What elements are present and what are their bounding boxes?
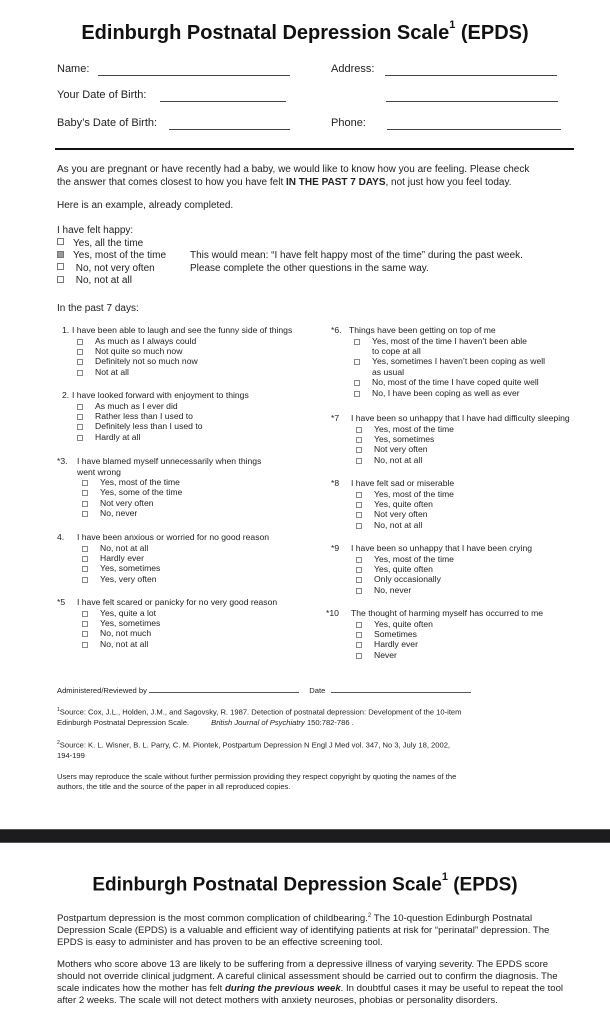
reproduce-line-2: authors, the title and the source of the paper in all reproduced copies.: [57, 782, 291, 791]
para-text: Mothers who score above 13 are likely to be suffering from a depressive illness of varying severity. The EPDS score should not override clinical judgment. A careful clinical assessment should be carried out to confirm the diagnosis. The scale indicates how the mother has felt: [57, 959, 558, 994]
checkbox-icon[interactable]: [356, 622, 362, 628]
past-7-days-label: In the past 7 days:: [57, 303, 139, 314]
answer-option[interactable]: [62, 367, 292, 377]
question-label: The thought of harming myself has occurred to me: [351, 608, 544, 618]
checkbox-icon[interactable]: [356, 567, 362, 573]
option-label: No, never: [100, 508, 138, 519]
page-2-title: [0, 871, 610, 896]
example-option[interactable]: [57, 238, 166, 251]
checkbox-icon[interactable]: [77, 424, 83, 430]
checkbox-icon[interactable]: [82, 501, 88, 507]
option-label: No, I have been coping as well as ever: [372, 387, 520, 398]
phone-field[interactable]: [387, 129, 561, 130]
checkbox-icon[interactable]: [354, 391, 360, 397]
description-paragraph-1: [57, 910, 577, 949]
answer-option[interactable]: [57, 553, 269, 563]
option-label: Yes, quite often: [374, 618, 433, 629]
dob-label: Your Date of Birth:: [57, 89, 147, 101]
option-label: Yes, most of the time: [374, 423, 454, 434]
answer-option[interactable]: [57, 563, 269, 573]
question-text: [62, 325, 292, 336]
answer-option[interactable]: [326, 629, 543, 639]
checkbox-icon[interactable]: [82, 577, 88, 583]
checkbox-icon[interactable]: [354, 339, 360, 345]
question-1: [62, 325, 292, 377]
administered-field[interactable]: [149, 692, 299, 693]
option-label: Not very often: [100, 497, 154, 508]
question-text: [57, 597, 277, 608]
answer-option[interactable]: [57, 628, 277, 638]
checkbox-icon[interactable]: [82, 556, 88, 562]
example-option[interactable]: [57, 263, 166, 276]
checkbox-icon[interactable]: [77, 359, 83, 365]
question-number: 2.: [62, 390, 70, 400]
option-label: Sometimes: [374, 628, 417, 639]
answer-option[interactable]: [331, 554, 532, 564]
question-4: [57, 532, 269, 584]
answer-option[interactable]: [57, 639, 277, 649]
question-9: [331, 543, 532, 595]
option-label: No, never: [374, 584, 412, 595]
question-number: *8: [331, 478, 340, 488]
option-label: No, not at all: [374, 519, 423, 530]
answer-option[interactable]: [326, 639, 543, 649]
example-note-1: This would mean: “I have felt happy most of the time” during the past week.: [190, 250, 523, 261]
page-separator: [0, 829, 610, 843]
example-question: [57, 225, 166, 288]
question-7: [331, 413, 570, 465]
page-title: [0, 19, 610, 45]
checkbox-icon[interactable]: [82, 631, 88, 637]
date-field[interactable]: [331, 692, 471, 693]
phone-label: Phone:: [331, 117, 366, 129]
question-number: *10: [326, 608, 339, 618]
address-field-1[interactable]: [385, 75, 557, 76]
option-label: Yes, sometimes: [100, 563, 161, 574]
title-text: Edinburgh Postnatal Depression Scale: [81, 22, 450, 44]
answer-option[interactable]: [62, 356, 292, 366]
journal-ref: 150:782-786 .: [304, 717, 354, 727]
answer-option[interactable]: [331, 520, 454, 530]
description-paragraph-2: [57, 959, 577, 1007]
journal-name: British Journal of Psychiatry: [211, 717, 305, 727]
question-text: [331, 413, 570, 424]
reproduce-line-1: Users may reproduce the scale without further permission providing they respect copyright by quoting the names of the: [57, 772, 457, 781]
option-label: Yes, most of the time: [73, 250, 167, 261]
question-number: *3.: [57, 456, 68, 466]
answer-option[interactable]: [331, 356, 545, 377]
question-text: [326, 608, 543, 619]
option-label: Definitely not so much now: [95, 356, 198, 367]
checkbox-icon[interactable]: [356, 632, 362, 638]
option-label: Not very often: [374, 509, 428, 520]
intro-emphasis: IN THE PAST 7 DAYS: [286, 176, 386, 188]
checkbox-icon[interactable]: [356, 512, 362, 518]
option-label: Yes, some of the time: [100, 487, 183, 498]
option-label: Hardly at all: [95, 431, 141, 442]
question-number: *5: [57, 597, 66, 607]
option-label: Hardly ever: [100, 552, 144, 563]
example-note-2: Please complete the other questions in the same way.: [190, 263, 429, 274]
baby-dob-field[interactable]: [169, 129, 290, 130]
answer-option[interactable]: [62, 432, 249, 442]
checkbox-icon[interactable]: [356, 588, 362, 594]
source-1-text-2: Edinburgh Postnatal Depression Scale.: [57, 717, 190, 727]
option-label: As much as I ever did: [95, 400, 178, 411]
checkbox-icon[interactable]: [77, 414, 83, 420]
question-label: I have been anxious or worried for no good reason: [77, 532, 270, 542]
question-label: I have been so unhappy that I have had difficulty sleeping: [351, 413, 570, 423]
example-intro: Here is an example, already completed.: [57, 200, 234, 211]
answer-option[interactable]: [57, 498, 261, 508]
question-5: [57, 597, 277, 649]
answer-option[interactable]: [57, 543, 269, 553]
question-label: I have felt sad or miserable: [351, 478, 455, 488]
question-text: [331, 478, 454, 489]
divider: [55, 148, 574, 150]
question-number: *9: [331, 543, 340, 553]
question-text: [57, 456, 261, 467]
option-label: No, not at all: [100, 542, 149, 553]
name-field[interactable]: [98, 75, 290, 76]
option-label: No, not at all: [73, 275, 132, 286]
address-label: Address:: [331, 63, 375, 75]
option-label: Yes, most of the time: [374, 553, 454, 564]
answer-option[interactable]: [57, 608, 277, 618]
option-label: Not quite so much now: [95, 345, 183, 356]
option-label: Yes, most of the time: [100, 477, 180, 487]
checkbox-icon[interactable]: [356, 427, 362, 433]
question-2: [62, 390, 249, 442]
checkbox-icon[interactable]: [57, 276, 64, 283]
option-label: No, not very often: [73, 262, 155, 274]
checkbox-icon[interactable]: [356, 437, 362, 443]
source-2-text: Source: K. L. Wisner, B. L. Parry, C. M. Piontek, Postpartum Depression N Engl J Med vol. 347, No 3, July 18, 2002,: [59, 740, 451, 750]
answer-option[interactable]: [331, 444, 570, 454]
source-1: [57, 705, 461, 728]
example-option[interactable]: [57, 275, 166, 288]
source-1-text: Source: Cox, J.L., Holden, J.M., and Sagovsky, R. 1987. Detection of postnatal depression: Development of the 10-item: [59, 707, 462, 717]
question-label: I have looked forward with enjoyment to things: [72, 390, 249, 400]
checkbox-icon[interactable]: [82, 511, 88, 517]
baby-dob-label: Baby’s Date of Birth:: [57, 117, 158, 129]
footnote-marker: 1: [57, 707, 60, 713]
question-8: [331, 478, 454, 530]
answer-option[interactable]: [331, 585, 532, 595]
date-label: Date: [309, 686, 326, 695]
checkbox-icon[interactable]: [356, 458, 362, 464]
option-label: Only occasionally: [374, 574, 441, 585]
para-text: Postpartum depression is the most common complication of childbearing.: [57, 913, 368, 925]
option-label: As much as I always could: [95, 335, 197, 346]
option-label: Yes, most of the time I haven’t been able: [372, 335, 527, 346]
answer-option[interactable]: [331, 499, 454, 509]
intro-text-end: , not just how you feel today.: [385, 176, 512, 188]
intro-text: the answer that comes closest to how you have felt: [57, 176, 287, 188]
question-label: I have blamed myself unnecessarily when things: [77, 456, 262, 466]
name-label: Name:: [57, 63, 90, 75]
checkbox-checked-icon[interactable]: [57, 251, 64, 258]
intro-line-1: As you are pregnant or have recently had a baby, we would like to know how you are feeling. Please check: [57, 164, 530, 175]
checkbox-icon[interactable]: [82, 546, 88, 552]
answer-option[interactable]: [326, 619, 543, 629]
signature-row: [57, 686, 471, 696]
checkbox-icon[interactable]: [82, 490, 88, 496]
answer-option[interactable]: [57, 508, 261, 518]
option-label: Not very often: [374, 444, 428, 455]
question-6: [331, 325, 545, 398]
question-number: 4.: [57, 532, 65, 542]
administered-label: Administered/Reviewed by: [57, 686, 147, 695]
checkbox-icon[interactable]: [57, 238, 64, 245]
checkbox-icon[interactable]: [356, 577, 362, 583]
answer-option[interactable]: [331, 377, 545, 387]
option-label: No, not at all: [374, 454, 423, 465]
answer-option[interactable]: [57, 487, 261, 497]
checkbox-icon[interactable]: [77, 339, 83, 345]
answer-option[interactable]: [331, 434, 570, 444]
answer-option[interactable]: [331, 455, 570, 465]
footnote-marker: 2: [367, 913, 372, 919]
answer-option[interactable]: [331, 564, 532, 574]
title-footnote: 1: [441, 871, 448, 883]
checkbox-icon[interactable]: [77, 370, 83, 376]
option-label: Not at all: [95, 366, 129, 377]
option-label: Yes, quite a lot: [100, 607, 157, 618]
checkbox-icon[interactable]: [82, 611, 88, 617]
option-label: Hardly ever: [374, 639, 418, 650]
address-field-2[interactable]: [386, 101, 558, 102]
question-text: [331, 325, 545, 336]
checkbox-icon[interactable]: [82, 480, 88, 486]
question-number: 1.: [62, 325, 70, 335]
option-label: Yes, very often: [100, 573, 157, 584]
option-label: No, not much: [100, 628, 152, 639]
option-label: Rather less than I used to: [95, 410, 193, 421]
checkbox-icon[interactable]: [356, 502, 362, 508]
option-label: Yes, quite often: [374, 563, 433, 574]
checkbox-icon[interactable]: [356, 653, 362, 659]
checkbox-icon[interactable]: [82, 566, 88, 572]
example-question-text: I have felt happy:: [57, 225, 134, 236]
source-2: [57, 738, 450, 761]
question-number: *6.: [331, 325, 342, 335]
dob-field[interactable]: [160, 101, 286, 102]
title-suffix: (EPDS): [447, 874, 518, 896]
answer-option[interactable]: [57, 618, 277, 628]
question-number: *7: [331, 413, 340, 423]
checkbox-icon[interactable]: [356, 523, 362, 529]
answer-option[interactable]: [62, 401, 249, 411]
intro-line-2: [57, 177, 529, 190]
option-label-cont: as usual: [372, 366, 405, 377]
footnote-marker: 2: [57, 740, 60, 746]
question-label: I have been so unhappy that I have been crying: [351, 543, 533, 553]
checkbox-icon[interactable]: [356, 642, 362, 648]
answer-option[interactable]: [331, 509, 454, 519]
question-label-cont: went wrong: [77, 466, 121, 477]
question-10: [326, 608, 543, 660]
question-text: [57, 532, 269, 543]
question-label: I have been able to laugh and see the funny side of things: [72, 325, 293, 335]
checkbox-icon[interactable]: [57, 263, 64, 270]
example-option[interactable]: [57, 250, 166, 263]
option-label: Yes, sometimes: [100, 617, 161, 628]
answer-option[interactable]: [57, 574, 269, 584]
answer-option[interactable]: [62, 411, 249, 421]
answer-option[interactable]: [331, 336, 545, 357]
option-label: Definitely less than I used to: [95, 421, 203, 432]
checkbox-icon[interactable]: [77, 435, 83, 441]
checkbox-icon[interactable]: [77, 404, 83, 410]
option-label: Yes, sometimes: [374, 433, 435, 444]
title-footnote: 1: [449, 19, 456, 32]
para-text: The 10-question Edinburgh Postnatal Depression Scale (EPDS) is a valuable and efficient way of identifying patients at risk for “perinatal” depression. The EPDS is easy to administer and has proven to be an effective screening tool.: [57, 913, 550, 949]
answer-option[interactable]: [331, 388, 545, 398]
para-text: . In doubtful cases it may be useful to repeat the tool after 2 weeks. The scale will not detect mothers with anxiety neuroses, phobias or personality disorders.: [57, 983, 564, 1006]
option-label: Yes, quite often: [374, 498, 433, 509]
reproduce-notice: [57, 772, 456, 792]
answer-option[interactable]: [57, 477, 261, 487]
option-label: No, most of the time I have coped quite well: [372, 377, 539, 388]
question-3: [57, 456, 261, 519]
option-label-cont: to cope at all: [372, 345, 421, 356]
checkbox-icon[interactable]: [356, 557, 362, 563]
answer-option[interactable]: [331, 424, 570, 434]
option-label: Yes, sometimes I haven’t been coping as well: [372, 356, 546, 367]
answer-option[interactable]: [62, 336, 292, 346]
question-text: [331, 543, 532, 554]
option-label: Yes, all the time: [73, 237, 144, 249]
checkbox-icon[interactable]: [82, 621, 88, 627]
title-suffix: (EPDS): [455, 22, 529, 44]
answer-option[interactable]: [62, 346, 292, 356]
checkbox-icon[interactable]: [354, 359, 360, 365]
checkbox-icon[interactable]: [77, 349, 83, 355]
answer-option[interactable]: [326, 650, 543, 660]
source-2-pages: 194-199: [57, 750, 85, 760]
question-text: [62, 390, 249, 401]
checkbox-icon[interactable]: [82, 642, 88, 648]
option-label: Yes, most of the time: [374, 488, 454, 499]
answer-option[interactable]: [331, 574, 532, 584]
para-emphasis: during the previous week: [224, 983, 341, 994]
checkbox-icon[interactable]: [356, 492, 362, 498]
answer-option[interactable]: [62, 421, 249, 431]
title-text: Edinburgh Postnatal Depression Scale: [92, 874, 442, 896]
page-2: [0, 843, 610, 1024]
option-label: Never: [374, 649, 397, 660]
question-label: Things have been getting on top of me: [349, 325, 496, 335]
checkbox-icon[interactable]: [354, 380, 360, 386]
intro-paragraph: [57, 164, 529, 189]
answer-option[interactable]: [331, 489, 454, 499]
checkbox-icon[interactable]: [356, 447, 362, 453]
question-label: I have felt scared or panicky for no very good reason: [77, 597, 278, 607]
option-label: No, not at all: [100, 638, 149, 649]
